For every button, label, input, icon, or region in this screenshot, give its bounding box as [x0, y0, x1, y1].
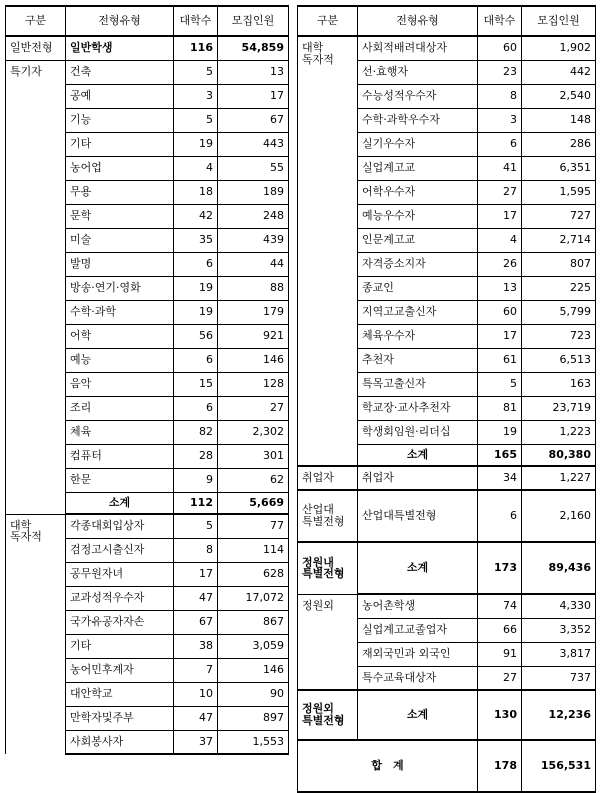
type-cell: 기타 — [66, 132, 174, 156]
quota-cell: 128 — [218, 372, 289, 396]
subtotal-label: 소계 — [66, 492, 174, 514]
univ-cell: 35 — [174, 228, 218, 252]
quota-cell: 80,380 — [522, 444, 596, 466]
quota-cell: 23,719 — [522, 396, 596, 420]
type-cell: 만학자및주부 — [66, 706, 174, 730]
category-line1: 대학 — [10, 518, 32, 532]
univ-cell: 173 — [478, 542, 522, 594]
quota-cell: 1,223 — [522, 420, 596, 444]
univ-cell: 5 — [174, 60, 218, 84]
header-category: 구분 — [6, 6, 66, 36]
quota-cell: 179 — [218, 300, 289, 324]
quota-cell: 921 — [218, 324, 289, 348]
quota-cell: 67 — [218, 108, 289, 132]
table-row — [298, 36, 596, 60]
univ-cell: 9 — [174, 468, 218, 492]
type-cell: 일반학생 — [66, 36, 174, 60]
univ-cell: 34 — [478, 466, 522, 490]
admission-table-right — [297, 5, 596, 793]
outside-quota-subtotal-row — [298, 690, 596, 740]
category-outside-quota — [298, 690, 358, 740]
category-special-talent — [6, 60, 66, 514]
type-cell: 기타 — [66, 634, 174, 658]
type-cell: 농어업 — [66, 156, 174, 180]
univ-cell: 165 — [478, 444, 522, 466]
type-cell: 발명 — [66, 252, 174, 276]
header-row — [298, 6, 596, 36]
quota-cell: 737 — [522, 666, 596, 690]
category-univ-own — [298, 36, 358, 466]
type-cell: 문학 — [66, 204, 174, 228]
quota-cell: 27 — [218, 396, 289, 420]
type-cell: 수능성적우수자 — [358, 84, 478, 108]
quota-cell: 727 — [522, 204, 596, 228]
quota-cell: 146 — [218, 348, 289, 372]
quota-cell: 156,531 — [522, 740, 596, 792]
category-employed: 취업자 — [298, 466, 358, 490]
univ-cell: 19 — [478, 420, 522, 444]
univ-cell: 74 — [478, 594, 522, 618]
category-within-quota — [298, 542, 358, 594]
type-cell: 특목고출신자 — [358, 372, 478, 396]
univ-cell: 112 — [174, 492, 218, 514]
univ-cell: 26 — [478, 252, 522, 276]
type-cell: 어학우수자 — [358, 180, 478, 204]
univ-cell: 18 — [174, 180, 218, 204]
category-label: 정원외 — [302, 598, 334, 612]
quota-cell: 628 — [218, 562, 289, 586]
univ-cell: 28 — [174, 444, 218, 468]
univ-cell: 8 — [174, 538, 218, 562]
univ-cell: 10 — [174, 682, 218, 706]
type-cell: 국가유공자자손 — [66, 610, 174, 634]
type-cell: 한문 — [66, 468, 174, 492]
type-cell: 자격증소지자 — [358, 252, 478, 276]
quota-cell: 443 — [218, 132, 289, 156]
quota-cell: 44 — [218, 252, 289, 276]
header-univ-count: 대학수 — [174, 6, 218, 36]
type-cell: 교과성적우수자 — [66, 586, 174, 610]
type-cell: 미술 — [66, 228, 174, 252]
category-industry — [298, 490, 358, 542]
quota-cell: 2,160 — [522, 490, 596, 542]
within-quota-subtotal-row — [298, 542, 596, 594]
type-cell: 대안학교 — [66, 682, 174, 706]
header-univ-count: 대학수 — [478, 6, 522, 36]
quota-cell: 17,072 — [218, 586, 289, 610]
type-cell: 선·효행자 — [358, 60, 478, 84]
quota-cell: 114 — [218, 538, 289, 562]
univ-cell: 3 — [478, 108, 522, 132]
quota-cell: 867 — [218, 610, 289, 634]
grand-total-label: 합 계 — [298, 740, 478, 792]
quota-cell: 189 — [218, 180, 289, 204]
univ-cell: 56 — [174, 324, 218, 348]
univ-cell: 178 — [478, 740, 522, 792]
type-cell: 예능 — [66, 348, 174, 372]
header-type: 전형유형 — [358, 6, 478, 36]
type-cell: 무용 — [66, 180, 174, 204]
quota-cell: 5,669 — [218, 492, 289, 514]
type-cell: 건축 — [66, 60, 174, 84]
univ-cell: 67 — [174, 610, 218, 634]
univ-own-group-right — [298, 36, 596, 466]
category-line1: 정원외 — [302, 702, 334, 716]
univ-cell: 6 — [174, 252, 218, 276]
quota-cell: 90 — [218, 682, 289, 706]
quota-cell: 4,330 — [522, 594, 596, 618]
univ-cell: 17 — [174, 562, 218, 586]
univ-cell: 6 — [174, 348, 218, 372]
univ-cell: 3 — [174, 84, 218, 108]
quota-cell: 439 — [218, 228, 289, 252]
header-category: 구분 — [298, 6, 358, 36]
univ-own-group-left — [6, 514, 289, 754]
type-cell: 조리 — [66, 396, 174, 420]
category-line1: 대학 — [302, 41, 324, 54]
type-cell: 예능우수자 — [358, 204, 478, 228]
quota-cell: 2,714 — [522, 228, 596, 252]
type-cell: 사회봉사자 — [66, 730, 174, 754]
quota-cell: 3,817 — [522, 642, 596, 666]
quota-cell: 2,540 — [522, 84, 596, 108]
type-cell: 인문계고교 — [358, 228, 478, 252]
special-talent-group — [6, 60, 289, 514]
grand-total-row — [298, 740, 596, 792]
type-cell: 검정고시출신자 — [66, 538, 174, 562]
type-cell: 취업자 — [358, 466, 478, 490]
univ-cell: 19 — [174, 300, 218, 324]
univ-cell: 17 — [478, 324, 522, 348]
univ-cell: 8 — [478, 84, 522, 108]
univ-cell: 13 — [478, 276, 522, 300]
quota-cell: 3,059 — [218, 634, 289, 658]
type-cell: 방송·연기·영화 — [66, 276, 174, 300]
header-row — [6, 6, 289, 36]
quota-cell: 6,351 — [522, 156, 596, 180]
subtotal-label: 소계 — [358, 444, 478, 466]
univ-cell: 27 — [478, 666, 522, 690]
quota-cell: 54,859 — [218, 36, 289, 60]
univ-cell: 5 — [174, 108, 218, 132]
header-type: 전형유형 — [66, 6, 174, 36]
industry-row — [298, 490, 596, 542]
univ-cell: 61 — [478, 348, 522, 372]
table-row — [6, 60, 289, 84]
quota-cell: 62 — [218, 468, 289, 492]
quota-cell: 1,595 — [522, 180, 596, 204]
univ-cell: 19 — [174, 276, 218, 300]
quota-cell: 13 — [218, 60, 289, 84]
type-cell: 산업대특별전형 — [358, 490, 478, 542]
type-cell: 특수교육대상자 — [358, 666, 478, 690]
type-cell: 음악 — [66, 372, 174, 396]
quota-cell: 6,513 — [522, 348, 596, 372]
type-cell: 공무원자녀 — [66, 562, 174, 586]
univ-cell: 7 — [174, 658, 218, 682]
quota-cell: 3,352 — [522, 618, 596, 642]
univ-cell: 116 — [174, 36, 218, 60]
univ-cell: 38 — [174, 634, 218, 658]
univ-cell: 5 — [478, 372, 522, 396]
category-general: 일반전형 — [6, 36, 66, 60]
quota-cell: 148 — [522, 108, 596, 132]
type-cell: 체육우수자 — [358, 324, 478, 348]
quota-cell: 17 — [218, 84, 289, 108]
type-cell: 추천자 — [358, 348, 478, 372]
univ-cell: 60 — [478, 300, 522, 324]
univ-cell: 41 — [478, 156, 522, 180]
type-cell: 실기우수자 — [358, 132, 478, 156]
employed-row — [298, 466, 596, 490]
univ-cell: 6 — [174, 396, 218, 420]
univ-cell: 4 — [478, 228, 522, 252]
quota-cell: 807 — [522, 252, 596, 276]
univ-cell: 47 — [174, 706, 218, 730]
quota-cell: 1,902 — [522, 36, 596, 60]
type-cell: 사회적배려대상자 — [358, 36, 478, 60]
type-cell: 수학·과학우수자 — [358, 108, 478, 132]
univ-cell: 27 — [478, 180, 522, 204]
category-univ-own — [6, 514, 66, 754]
type-cell: 학생회임원·리더십 — [358, 420, 478, 444]
univ-cell: 17 — [478, 204, 522, 228]
univ-cell: 37 — [174, 730, 218, 754]
category-line2: 특별전형 — [302, 515, 345, 528]
type-cell: 수학·과학 — [66, 300, 174, 324]
type-cell: 지역고교출신자 — [358, 300, 478, 324]
quota-cell: 442 — [522, 60, 596, 84]
quota-cell: 89,436 — [522, 542, 596, 594]
univ-cell: 23 — [478, 60, 522, 84]
univ-cell: 19 — [174, 132, 218, 156]
category-line1: 정원내 — [302, 555, 334, 569]
quota-cell: 248 — [218, 204, 289, 228]
header-quota: 모집인원 — [218, 6, 289, 36]
category-line1: 산업대 — [302, 503, 334, 517]
type-cell: 컴퓨터 — [66, 444, 174, 468]
univ-cell: 91 — [478, 642, 522, 666]
type-cell: 어학 — [66, 324, 174, 348]
header-quota: 모집인원 — [522, 6, 596, 36]
quota-cell: 55 — [218, 156, 289, 180]
subtotal-label: 소계 — [358, 542, 478, 594]
category-line2: 특별전형 — [302, 714, 345, 727]
univ-cell: 42 — [174, 204, 218, 228]
univ-cell: 47 — [174, 586, 218, 610]
univ-cell: 82 — [174, 420, 218, 444]
quota-cell: 77 — [218, 514, 289, 538]
quota-cell: 225 — [522, 276, 596, 300]
quota-cell: 163 — [522, 372, 596, 396]
category-line2: 독자적 — [302, 52, 334, 66]
outside-quota-group — [298, 594, 596, 690]
type-cell: 학교장·교사추천자 — [358, 396, 478, 420]
quota-cell: 301 — [218, 444, 289, 468]
univ-cell: 15 — [174, 372, 218, 396]
quota-cell: 2,302 — [218, 420, 289, 444]
table-row — [298, 594, 596, 618]
univ-cell: 4 — [174, 156, 218, 180]
type-cell: 기능 — [66, 108, 174, 132]
univ-cell: 5 — [174, 514, 218, 538]
type-cell: 종교인 — [358, 276, 478, 300]
univ-cell: 6 — [478, 132, 522, 156]
type-cell: 농어촌학생 — [358, 594, 478, 618]
subtotal-label: 소계 — [358, 690, 478, 740]
type-cell: 농어민후계자 — [66, 658, 174, 682]
category-label: 특기자 — [10, 64, 42, 78]
univ-cell: 6 — [478, 490, 522, 542]
quota-cell: 1,553 — [218, 730, 289, 754]
table-row — [6, 514, 289, 538]
category-line2: 독자적 — [10, 530, 42, 544]
category-line2: 특별전형 — [302, 567, 345, 581]
quota-cell: 5,799 — [522, 300, 596, 324]
general-row — [6, 36, 289, 60]
quota-cell: 146 — [218, 658, 289, 682]
quota-cell: 88 — [218, 276, 289, 300]
univ-cell: 130 — [478, 690, 522, 740]
type-cell: 체육 — [66, 420, 174, 444]
category-outside — [298, 594, 358, 690]
quota-cell: 897 — [218, 706, 289, 730]
univ-cell: 66 — [478, 618, 522, 642]
type-cell: 실업계고교 — [358, 156, 478, 180]
type-cell: 공예 — [66, 84, 174, 108]
admission-table-left — [5, 5, 289, 755]
type-cell: 각종대회입상자 — [66, 514, 174, 538]
univ-cell: 60 — [478, 36, 522, 60]
univ-cell: 81 — [478, 396, 522, 420]
quota-cell: 286 — [522, 132, 596, 156]
quota-cell: 12,236 — [522, 690, 596, 740]
quota-cell: 1,227 — [522, 466, 596, 490]
type-cell: 실업계고교졸업자 — [358, 618, 478, 642]
quota-cell: 723 — [522, 324, 596, 348]
type-cell: 재외국민과 외국인 — [358, 642, 478, 666]
